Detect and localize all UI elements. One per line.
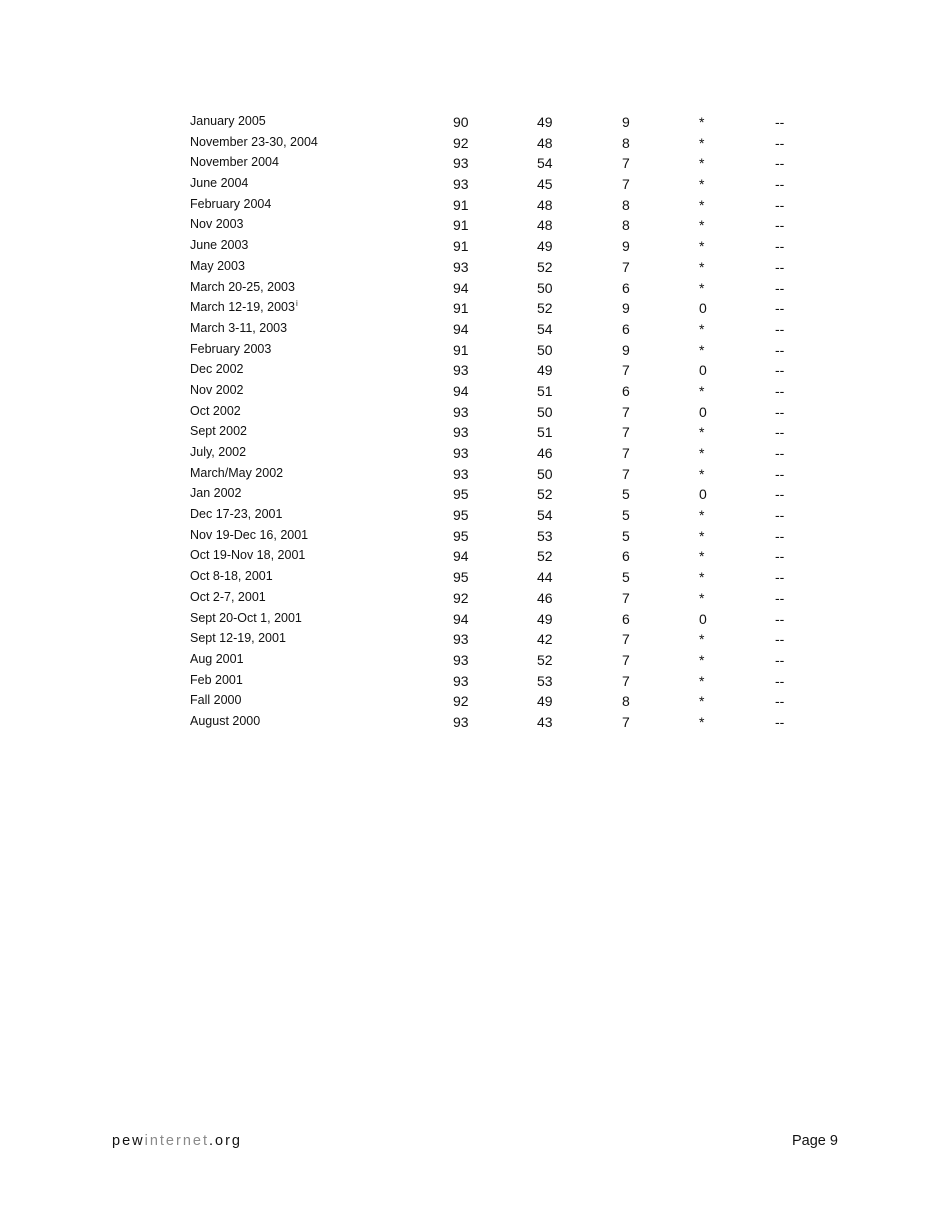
row-value-v5: -- [775,672,785,689]
table-row [190,213,810,234]
row-value-v4: * [699,569,705,586]
table-row [190,172,810,193]
row-value-v3: 7 [622,445,630,461]
row-value-v3: 7 [622,589,630,606]
row-value-v4: * [699,258,705,275]
row-value-v5: -- [775,465,785,482]
row-value-v1: 93 [453,713,469,730]
row-value-v2: 50 [537,403,553,420]
row-value-v5: -- [775,279,785,296]
row-date [190,587,266,607]
row-value-v1: 91 [453,300,469,317]
table-row [190,544,810,565]
row-date-text: May 2003 [190,258,245,273]
table-row [190,193,810,214]
row-value-v5: -- [775,527,785,544]
row-value-v2: 54 [537,507,553,524]
page-number: Page 9 [792,1133,838,1149]
row-value-v1: 92 [453,589,469,606]
row-value-v4: 0 [699,300,707,317]
row-value-v4: * [699,548,705,565]
table-row [190,379,810,400]
row-value-v3: 6 [622,382,630,399]
row-date-text: March 12-19, 2003 [190,300,295,315]
row-value-v5: -- [775,651,785,668]
row-value-v2: 48 [537,217,553,234]
row-date [190,111,266,131]
row-value-v2: 50 [537,279,553,296]
row-value-v1: 91 [453,238,469,255]
row-value-v1: 94 [453,279,469,296]
row-value-v3: 7 [622,155,630,172]
table-row [190,110,810,131]
row-value-v3: 7 [622,258,630,275]
row-value-v5: -- [775,341,785,358]
row-date [190,649,244,669]
row-date-text: Feb 2001 [190,672,243,687]
row-date [190,628,286,648]
table-row [190,648,810,669]
row-value-v5: -- [775,713,785,730]
footer-site-name [112,1133,242,1149]
row-value-v5: -- [775,403,785,420]
row-value-v3: 7 [622,424,630,441]
row-value-v3: 8 [622,693,630,710]
row-value-v4: * [699,445,705,461]
row-value-v5: -- [775,134,785,151]
row-value-v1: 95 [453,486,469,503]
row-value-v5: -- [775,320,785,337]
row-date-text: March/May 2002 [190,465,284,480]
row-value-v4: * [699,196,705,213]
row-value-v4: 0 [699,403,707,420]
table-row [190,276,810,297]
row-date [190,463,283,483]
row-date [190,566,273,586]
table-row [190,462,810,483]
row-value-v4: * [699,279,705,296]
table-row [190,234,810,255]
row-value-v5: -- [775,507,785,524]
row-value-v4: * [699,507,705,524]
row-value-v2: 48 [537,196,553,213]
row-value-v3: 6 [622,279,630,296]
row-value-v5: -- [775,424,785,441]
row-value-v4: * [699,465,705,482]
row-value-v5: -- [775,176,785,193]
row-date-text: Dec 2002 [190,362,244,377]
row-value-v3: 9 [622,341,630,358]
row-value-v2: 49 [537,610,553,627]
row-value-v3: 7 [622,651,630,668]
row-date-text: June 2003 [190,238,249,253]
row-value-v3: 5 [622,507,630,524]
row-date [190,235,248,255]
row-value-v2: 49 [537,693,553,710]
row-value-v2: 49 [537,238,553,255]
row-value-v5: -- [775,610,785,627]
row-value-v2: 43 [537,713,553,730]
table-row [190,627,810,648]
row-value-v1: 91 [453,341,469,358]
row-date [190,670,243,690]
row-value-v4: * [699,382,705,399]
row-value-v5: -- [775,693,785,710]
row-value-v3: 8 [622,217,630,234]
row-value-v4: * [699,527,705,544]
row-date [190,504,282,524]
row-value-v4: * [699,217,705,234]
row-date-text: August 2000 [190,713,261,728]
row-value-v3: 9 [622,114,630,130]
row-value-v2: 48 [537,134,553,151]
table-row [190,358,810,379]
row-value-v1: 95 [453,507,469,524]
row-value-v4: * [699,134,705,151]
row-value-v4: * [699,713,705,730]
row-value-v2: 52 [537,548,553,565]
row-value-v3: 6 [622,610,630,627]
row-value-v2: 42 [537,631,553,648]
row-date [190,256,245,276]
row-value-v3: 7 [622,713,630,730]
row-value-v5: -- [775,196,785,213]
table-row [190,669,810,690]
row-value-v4: * [699,589,705,606]
row-value-v2: 46 [537,445,553,461]
row-value-v4: * [699,424,705,441]
row-value-v2: 45 [537,176,553,193]
row-value-v5: -- [775,300,785,317]
row-value-v2: 51 [537,424,553,441]
table-row [190,296,810,317]
row-value-v3: 7 [622,362,630,379]
row-date [190,380,244,400]
row-value-v5: -- [775,589,785,606]
table-row [190,524,810,545]
row-value-v3: 7 [622,631,630,648]
row-value-v1: 93 [453,672,469,689]
row-value-v2: 54 [537,155,553,172]
row-value-v3: 7 [622,403,630,420]
row-date-text: Oct 2-7, 2001 [190,589,266,604]
row-value-v4: * [699,114,705,130]
row-value-v1: 95 [453,527,469,544]
table-row [190,482,810,503]
row-date [190,421,247,441]
row-date-text: February 2004 [190,196,272,211]
row-value-v2: 50 [537,465,553,482]
row-value-v5: -- [775,445,785,461]
row-value-v3: 8 [622,196,630,213]
row-value-v1: 93 [453,258,469,275]
row-date-text: Oct 2002 [190,403,241,418]
row-value-v1: 94 [453,548,469,565]
row-date-text: Sept 12-19, 2001 [190,631,286,646]
row-value-v1: 92 [453,134,469,151]
row-date [190,318,287,338]
row-value-v1: 93 [453,155,469,172]
row-value-v2: 49 [537,114,553,130]
row-date [190,690,241,710]
row-value-v5: -- [775,114,785,130]
site-name-middle: internet [144,1133,209,1149]
row-date-text: March 3-11, 2003 [190,320,288,335]
row-value-v1: 94 [453,610,469,627]
row-value-v3: 9 [622,300,630,317]
row-value-v4: * [699,341,705,358]
site-name-suffix: .org [208,1133,242,1149]
row-date-text: November 23-30, 2004 [190,134,318,149]
row-value-v1: 93 [453,403,469,420]
row-date [190,442,246,462]
row-value-v5: -- [775,631,785,648]
row-date-text: Aug 2001 [190,651,244,666]
row-value-v5: -- [775,155,785,172]
row-value-v4: * [699,651,705,668]
row-value-v5: -- [775,486,785,503]
row-date-text: July, 2002 [190,445,247,459]
table-row [190,131,810,152]
row-value-v3: 5 [622,569,630,586]
table-row [190,503,810,524]
table-row [190,317,810,338]
row-value-v1: 95 [453,569,469,586]
row-date [190,525,308,545]
row-value-v5: -- [775,258,785,275]
footnote-marker: i [295,299,298,309]
row-date [190,359,244,379]
row-value-v3: 5 [622,527,630,544]
table-row [190,586,810,607]
row-date-text: Nov 2002 [190,382,244,397]
row-value-v2: 52 [537,651,553,668]
row-value-v3: 6 [622,320,630,337]
table-row [190,151,810,172]
table-row [190,441,810,462]
row-value-v2: 52 [537,486,553,503]
row-date [190,194,271,214]
row-date-text: Sept 2002 [190,424,247,439]
row-value-v3: 8 [622,134,630,151]
row-value-v3: 5 [622,486,630,503]
row-value-v3: 7 [622,176,630,193]
row-value-v5: -- [775,569,785,586]
row-date [190,132,318,152]
row-date-text: Oct 8-18, 2001 [190,569,273,584]
row-value-v5: -- [775,548,785,565]
table-row [190,255,810,276]
row-date-text: June 2004 [190,176,249,191]
row-value-v2: 54 [537,320,553,337]
table-row [190,400,810,421]
row-value-v4: 0 [699,486,707,503]
row-date [190,545,305,565]
row-value-v1: 93 [453,176,469,193]
row-date-text: Dec 17-23, 2001 [190,507,283,522]
row-date-text: Nov 2003 [190,217,244,232]
row-date-text: Fall 2000 [190,693,242,708]
row-date [190,483,241,503]
row-value-v4: * [699,176,705,193]
row-value-v1: 94 [453,320,469,337]
row-value-v4: * [699,672,705,689]
row-value-v4: * [699,320,705,337]
row-date-text: Sept 20-Oct 1, 2001 [190,610,302,625]
table-row [190,338,810,359]
row-value-v3: 7 [622,672,630,689]
row-value-v4: * [699,238,705,255]
row-date-text: February 2003 [190,341,272,356]
row-value-v4: 0 [699,610,707,627]
row-value-v4: * [699,631,705,648]
row-value-v1: 93 [453,445,469,461]
row-value-v2: 53 [537,672,553,689]
row-date-text: January 2005 [190,114,266,128]
row-date [190,339,271,359]
row-value-v5: -- [775,217,785,234]
row-date [190,152,279,172]
row-value-v2: 52 [537,300,553,317]
row-value-v4: * [699,693,705,710]
row-value-v2: 44 [537,569,553,586]
row-value-v1: 93 [453,631,469,648]
row-date-text: November 2004 [190,155,279,170]
row-date-text: March 20-25, 2003 [190,279,295,294]
row-value-v5: -- [775,362,785,379]
row-date [190,277,295,297]
row-date [190,297,298,317]
row-date [190,173,248,193]
row-value-v3: 7 [622,465,630,482]
row-date [190,711,260,731]
row-date [190,214,244,234]
row-value-v1: 94 [453,382,469,399]
row-value-v1: 93 [453,651,469,668]
row-value-v1: 91 [453,196,469,213]
row-value-v3: 9 [622,238,630,255]
row-value-v5: -- [775,382,785,399]
table-row [190,710,810,731]
row-date-text: Oct 19-Nov 18, 2001 [190,548,306,563]
row-value-v3: 6 [622,548,630,565]
row-value-v2: 49 [537,362,553,379]
row-date-text: Jan 2002 [190,486,242,501]
row-value-v2: 52 [537,258,553,275]
table-row [190,420,810,441]
table-row [190,565,810,586]
row-value-v2: 51 [537,382,553,399]
row-value-v5: -- [775,238,785,255]
row-value-v1: 91 [453,217,469,234]
row-value-v1: 90 [453,114,469,130]
table-row [190,689,810,710]
row-value-v4: 0 [699,362,707,379]
row-date-text: Nov 19-Dec 16, 2001 [190,527,309,542]
row-date [190,608,302,628]
row-value-v2: 53 [537,527,553,544]
row-date [190,401,241,421]
row-value-v4: * [699,155,705,172]
row-value-v2: 46 [537,589,553,606]
row-value-v1: 93 [453,362,469,379]
row-value-v2: 50 [537,341,553,358]
row-value-v1: 93 [453,424,469,441]
row-value-v1: 92 [453,693,469,710]
table-row [190,607,810,628]
data-table [190,110,810,731]
site-name-prefix: pew [112,1133,145,1149]
row-value-v1: 93 [453,465,469,482]
